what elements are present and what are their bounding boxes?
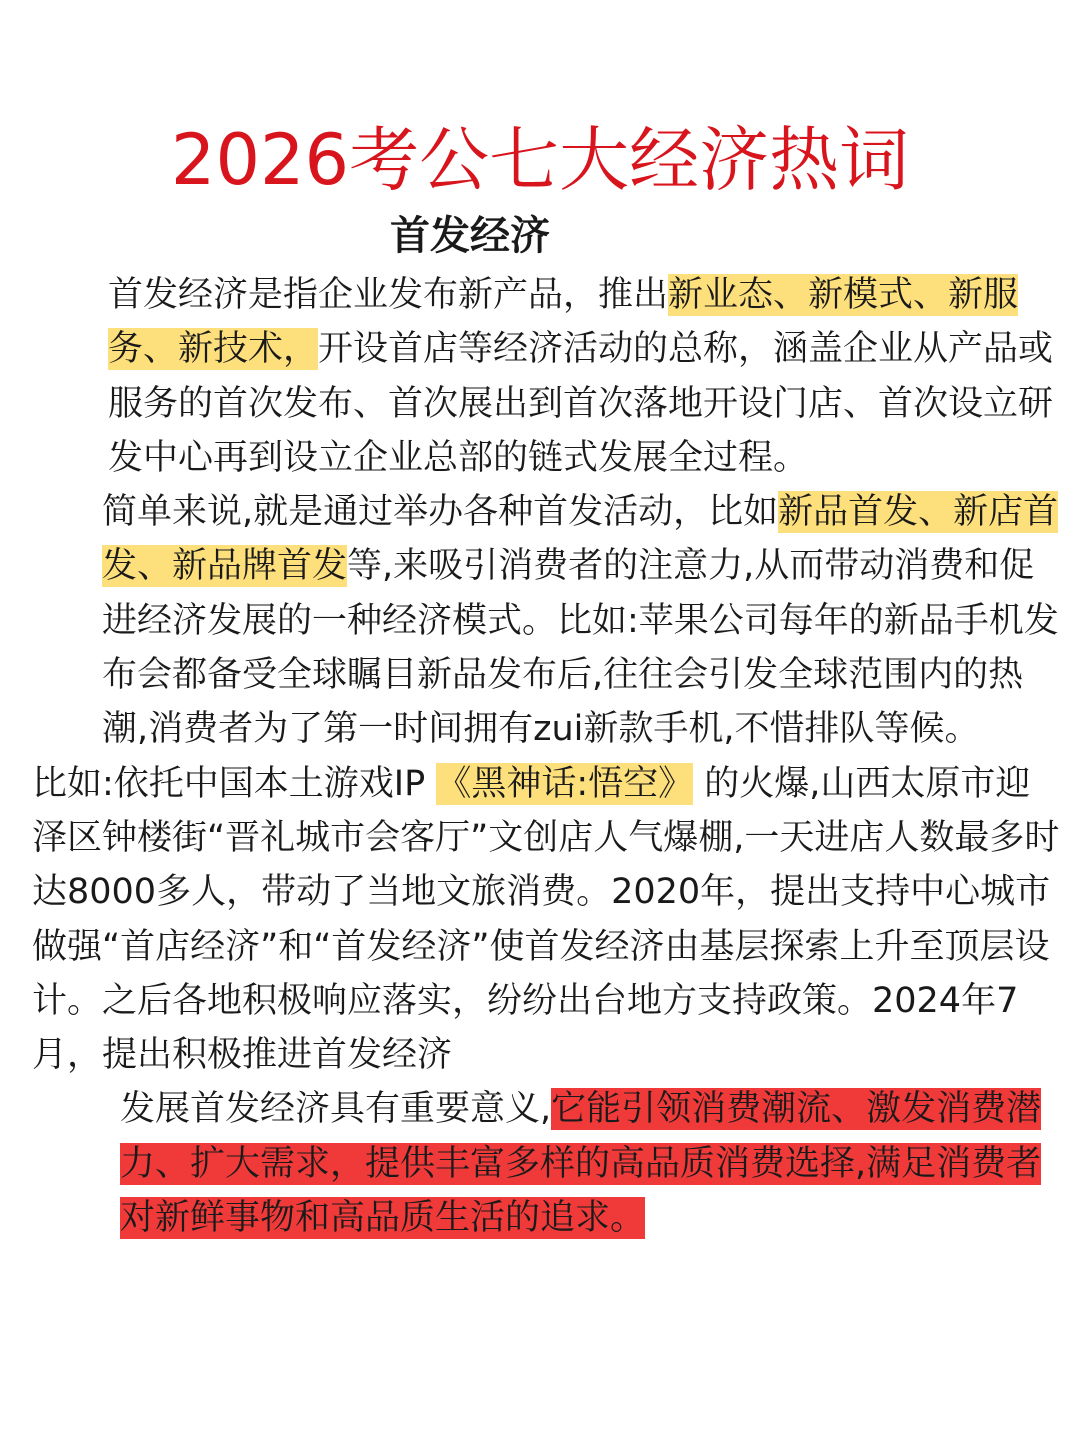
paragraph-explanation bbox=[32, 485, 1062, 756]
paragraph-text: 开设首店等经济活动的总称，涵盖企业从产品或服务的首次发布、首次展出到首次落地开设门店、首次设立研发中心再到设立企业总部的链式发展全过程。 bbox=[108, 329, 1054, 478]
highlight-yellow: 新品首发、新店首发、新品牌首发 bbox=[102, 492, 1059, 587]
section-heading: 首发经济 bbox=[390, 213, 550, 259]
paragraph-text: 发展首发经济具有重要意义, bbox=[120, 1089, 552, 1130]
paragraph-definition bbox=[32, 268, 1062, 485]
paragraph-example bbox=[32, 757, 1062, 1083]
highlight-red: 它能引领消费潮流、激发消费潜力、扩大需求，提供丰富多样的高品质消费选择,满足消费者对新鲜事物和高品质生活的追求。 bbox=[120, 1089, 1042, 1239]
paragraph-text: 等,来吸引消费者的注意力,从而带动消费和促进经济发展的一种经济模式。比如:苹果公司每年的新品手机发布会都备受全球瞩目新品发布后,往往会引发全球范围内的热潮,消费者为了第一时间拥有zui新款手机,不惜排队等候。 bbox=[102, 546, 1059, 750]
paragraph-significance bbox=[32, 1082, 1062, 1245]
paragraph-text: 首发经济是指企业发布新产品，推出 bbox=[108, 275, 669, 315]
paragraph-text: 简单来说,就是通过举办各种首发活动，比如 bbox=[102, 492, 779, 533]
page-title: 2026考公七大经济热词 bbox=[170, 119, 910, 201]
paragraph-text: 的火爆,山西太原市迎泽区钟楼街“晋礼城市会客厅”文创店人气爆棚,一天进店人数最多时达8000多人，带动了当地文旅消费。2020年，提出支持中心城市做强“首店经济”和“首发经济”使首发经济由基层探索上升至顶层设计。之后各地积极响应落实，纷纷出台地方支持政策。2024年7月，提出积极推进首发经济 bbox=[32, 763, 1060, 1076]
article-body bbox=[32, 268, 1062, 1245]
highlight-yellow: 新业态、新模式、新服务、新技术， bbox=[108, 275, 1019, 370]
paragraph-text: 比如:依托中国本土游戏IP bbox=[32, 763, 437, 804]
highlight-yellow: 《黑神话:悟空》 bbox=[436, 763, 694, 804]
